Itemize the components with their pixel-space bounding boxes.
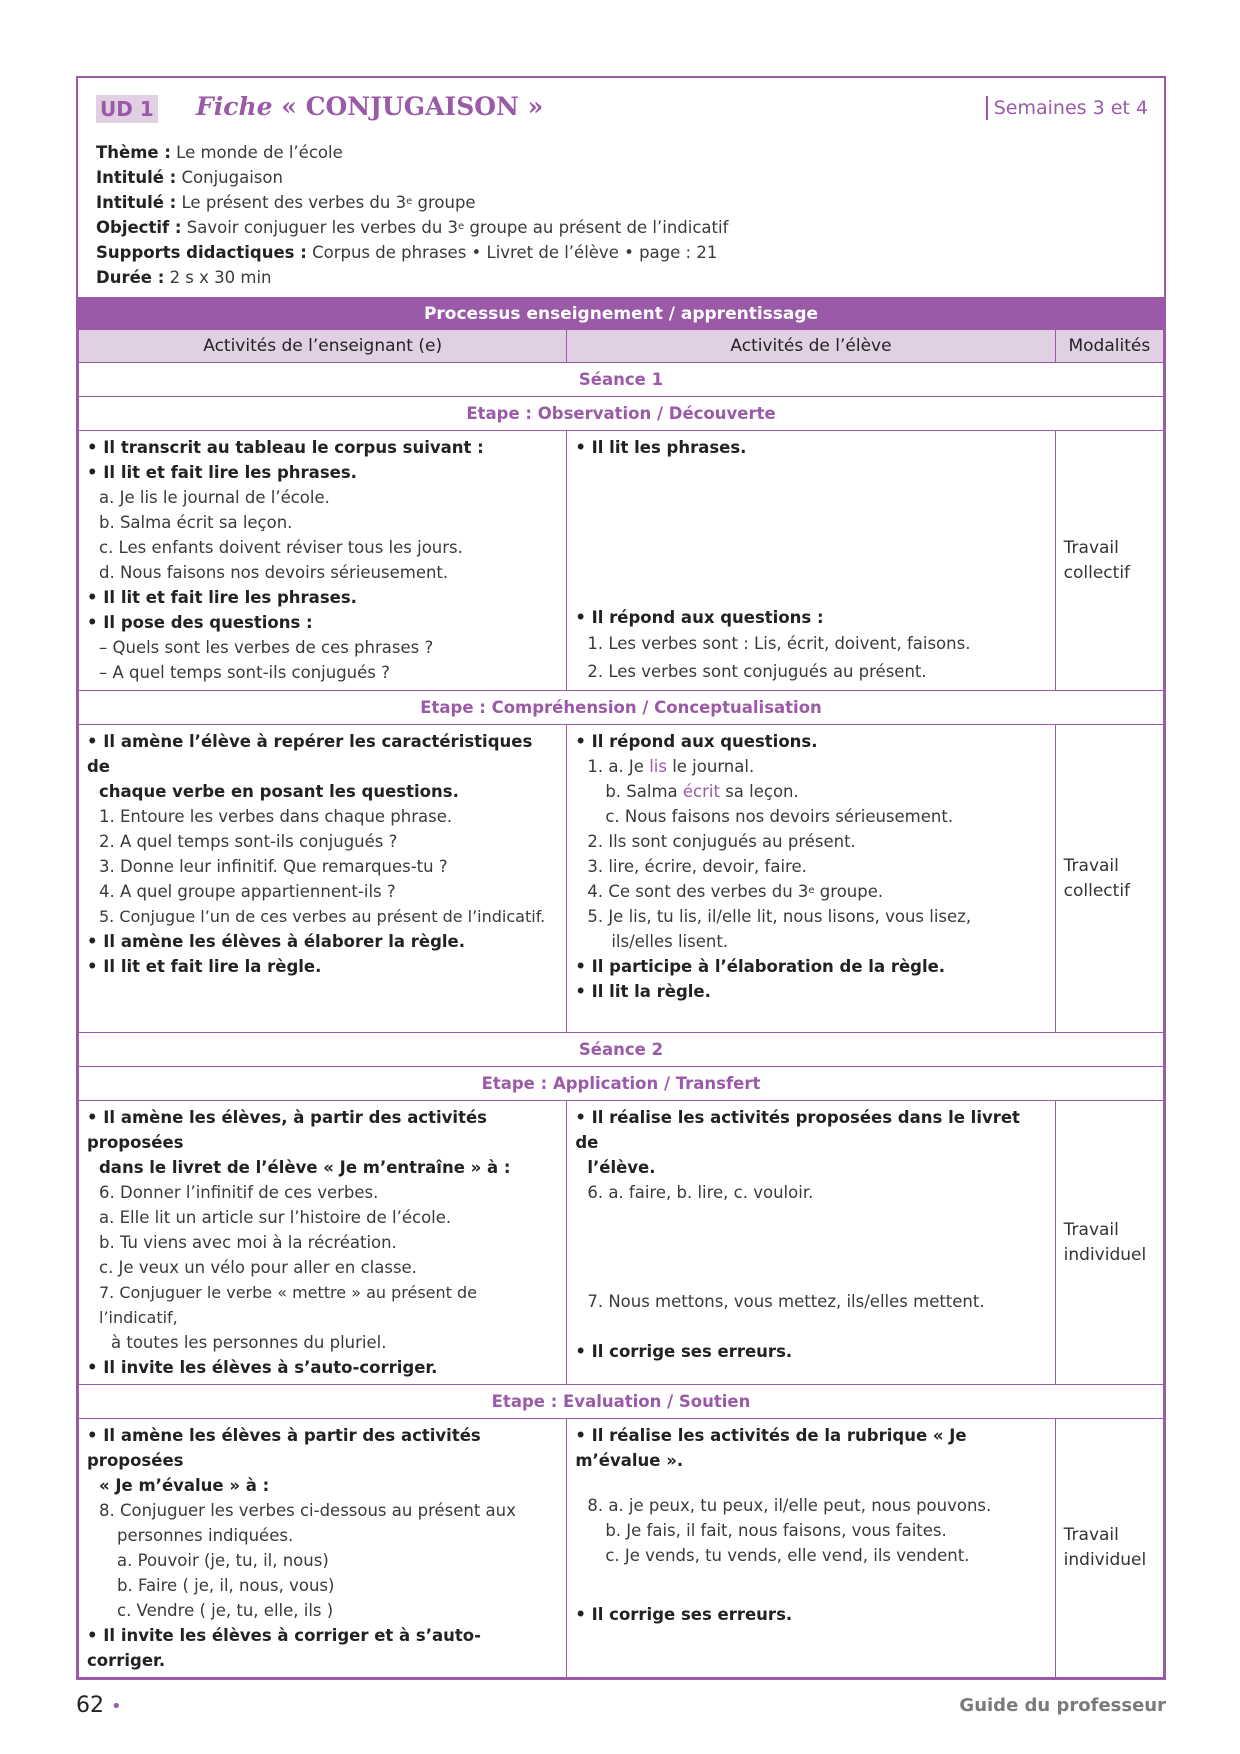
bullet-icon: • xyxy=(111,1696,122,1717)
meta-title-2: Intitulé : Le présent des verbes du 3e groupe xyxy=(96,193,476,212)
etape-1-student: • Il lit les phrases. • Il répond aux questions : 1. Les verbes sont : Lis, écrit, doivent, faisons. 2. Les verbes sont conjugués au présent. xyxy=(567,431,1055,691)
table-row xyxy=(79,1419,1164,1678)
etape-3-teacher: • Il amène les élèves, à partir des activités proposées dans le livret de l’élève « Je m’entraîne » à : 6. Donner l’infinitif de ces verbes. a. Elle lit un article sur l’histoire de l’école. b. Tu viens avec moi à la récréation. c. Je veux un vélo pour aller en classe. 7. Conjuguer le verbe « mettre » au présent de l’indicatif, à toutes les personnes du pluriel. • Il invite les élèves à s’auto-corriger. xyxy=(79,1101,567,1385)
process-title: Processus enseignement / apprentissage xyxy=(79,298,1164,330)
etape-4-teacher: • Il amène les élèves à partir des activités proposées « Je m’évalue » à : 8. Conjuguer les verbes ci-dessous au présent aux personnes indiquées. a. Pouvoir (je, tu, il, nous) b. Faire ( je, il, nous, vous) c. Vendre ( je, tu, elle, ils ) • Il invite les élèves à corriger et à s’auto-corriger. xyxy=(79,1419,567,1678)
ud-badge: UD 1 xyxy=(96,95,158,123)
etape-1-title: Etape : Observation / Découverte xyxy=(79,397,1164,431)
seance-2-label: Séance 2 xyxy=(79,1033,1164,1067)
weeks-label: Semaines 3 et 4 xyxy=(986,96,1148,120)
etape-2-title: Etape : Compréhension / Conceptualisation xyxy=(79,691,1164,725)
etape-3-modality: Travail individuel xyxy=(1055,1101,1163,1385)
etape-4-title: Etape : Evaluation / Soutien xyxy=(79,1385,1164,1419)
etape-3-title: Etape : Application / Transfert xyxy=(79,1067,1164,1101)
etape-2-teacher: • Il amène l’élève à repérer les caractéristiques de chaque verbe en posant les questions. 1. Entoure les verbes dans chaque phrase. 2. A quel temps sont-ils conjugués ? 3. Donne leur infinitif. Que remarques-tu ? 4. A quel groupe appartiennent-ils ? 5. Conjugue l’un de ces verbes au présent de l’indicatif. • Il amène les élèves à élaborer la règle. • Il lit et fait lire la règle. xyxy=(79,725,567,1033)
table-row xyxy=(79,725,1164,1033)
process-table xyxy=(78,297,1164,1678)
col-teacher: Activités de l’enseignant (e) xyxy=(79,330,567,363)
meta-objective: Objectif : Savoir conjuguer les verbes du 3e groupe au présent de l’indicatif xyxy=(96,218,729,237)
sheet-header xyxy=(78,78,1164,297)
fiche-title-text: « CONJUGAISON » xyxy=(281,92,544,121)
page-number: 62 • xyxy=(76,1693,122,1718)
table-row xyxy=(79,431,1164,691)
etape-1-modality: Travail collectif xyxy=(1055,431,1163,691)
fiche-word: Fiche xyxy=(196,92,273,121)
meta-title-1: Intitulé : Conjugaison xyxy=(96,168,283,187)
lesson-sheet xyxy=(76,76,1166,1680)
etape-4-student: • Il réalise les activités de la rubrique « Je m’évalue ». 8. a. je peux, tu peux, il/elle peut, nous pouvons. b. Je fais, il fait, nous faisons, vous faites. c. Je vends, tu vends, elle vend, ils vendent. • Il corrige ses erreurs. xyxy=(567,1419,1055,1678)
meta-duration: Durée : 2 s x 30 min xyxy=(96,268,272,287)
table-row xyxy=(79,1101,1164,1385)
seance-1-label: Séance 1 xyxy=(79,363,1164,397)
etape-2-modality: Travail collectif xyxy=(1055,725,1163,1033)
meta-block xyxy=(96,140,728,290)
col-student: Activités de l’élève xyxy=(567,330,1055,363)
etape-2-student: • Il répond aux questions. 1. a. Je lis le journal. b. Salma écrit sa leçon. c. Nous faisons nos devoirs sérieusement. 2. Ils sont conjugués au présent. 3. lire, écrire, devoir, faire. 4. Ce sont des verbes du 3e groupe. 5. Je lis, tu lis, il/elle lit, nous lisons, vous lisez, ils/elles lisent. • Il participe à l’élaboration de la règle. • Il lit la règle. xyxy=(567,725,1055,1033)
meta-theme: Thème : Le monde de l’école xyxy=(96,143,343,162)
footer-guide: Guide du professeur xyxy=(959,1695,1166,1716)
etape-1-teacher: • Il transcrit au tableau le corpus suivant : • Il lit et fait lire les phrases. a. Je lis le journal de l’école. b. Salma écrit sa leçon. c. Les enfants doivent réviser tous les jours. d. Nous faisons nos devoirs sérieusement. • Il lit et fait lire les phrases. • Il pose des questions : – Quels sont les verbes de ces phrases ? – A quel temps sont-ils conjugués ? xyxy=(79,431,567,691)
page-title xyxy=(196,92,543,121)
col-modalities: Modalités xyxy=(1055,330,1163,363)
meta-supports: Supports didactiques : Corpus de phrases • Livret de l’élève • page : 21 xyxy=(96,243,718,262)
etape-3-student: • Il réalise les activités proposées dans le livret de l’élève. 6. a. faire, b. lire, c. vouloir. 7. Nous mettons, vous mettez, ils/elles mettent. • Il corrige ses erreurs. xyxy=(567,1101,1055,1385)
etape-4-modality: Travail individuel xyxy=(1055,1419,1163,1678)
